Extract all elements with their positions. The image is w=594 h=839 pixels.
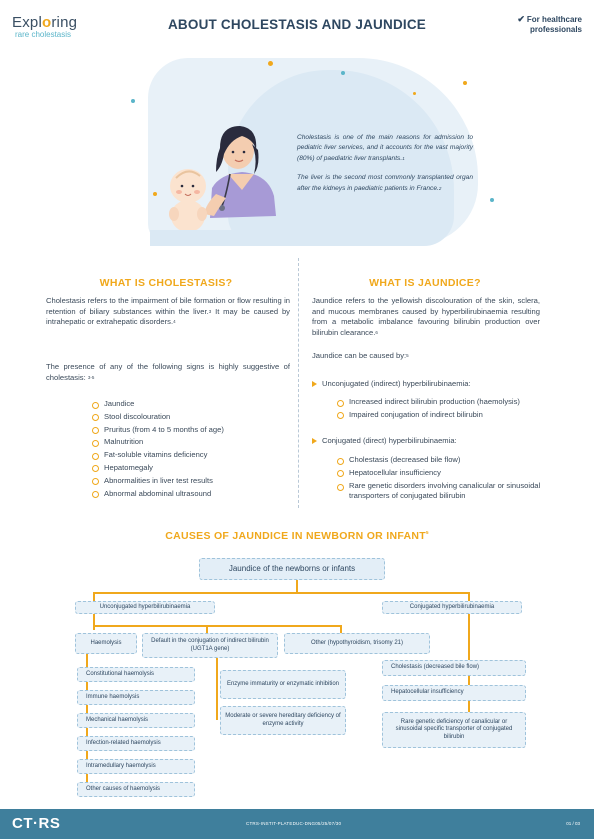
doctor-baby-illustration bbox=[150, 110, 290, 246]
connector-line bbox=[93, 592, 95, 601]
haemolysis-node: Haemolysis bbox=[75, 633, 137, 654]
column-divider bbox=[298, 258, 299, 508]
connector-line bbox=[340, 625, 342, 633]
unconjugated-node: Unconjugated hyperbilirubinaemia bbox=[75, 601, 215, 614]
connector-line bbox=[93, 625, 341, 627]
list-item: Abnormalities in liver test results bbox=[92, 475, 224, 488]
cholestasis-title: WHAT IS CHOLESTASIS? bbox=[99, 277, 233, 289]
haemolysis-item: Constitutional haemolysis bbox=[77, 667, 195, 682]
connector-line bbox=[296, 580, 298, 592]
haemolysis-item: Immune haemolysis bbox=[77, 690, 195, 705]
jaundice-caused-by: Jaundice can be caused by:$^5$ bbox=[312, 351, 409, 360]
unconjugated-heading: Unconjugated (indirect) hyperbilirubinaemia: bbox=[312, 379, 471, 388]
logo-text-pre: Expl bbox=[12, 14, 42, 31]
connector-line bbox=[216, 658, 218, 720]
list-item: Hepatomegaly bbox=[92, 462, 224, 475]
header bbox=[0, 0, 594, 48]
list-item: Pruritus (from 4 to 5 months of age) bbox=[92, 424, 224, 437]
decor-dot bbox=[341, 71, 345, 75]
list-item: Stool discolouration bbox=[92, 411, 224, 424]
footer bbox=[0, 809, 594, 839]
list-item: Malnutrition bbox=[92, 436, 224, 449]
decor-dot bbox=[268, 61, 273, 66]
connector-line bbox=[206, 625, 208, 633]
list-item: Hepatocellular insufficiency bbox=[337, 467, 552, 480]
decor-dot bbox=[490, 198, 494, 202]
conjugated-heading: Conjugated (direct) hyperbilirubinaemia: bbox=[312, 436, 457, 445]
list-item: Fat-soluble vitamins deficiency bbox=[92, 449, 224, 462]
cholestasis-intro: Cholestasis refers to the impairment of bile formation or flow resulting in retention of biliary substances within the liver.$^3$ It may be caused by intrahepatic or extrahepatic disorders.$^4$ bbox=[46, 296, 290, 327]
jaundice-title: WHAT IS JAUNDICE? bbox=[369, 277, 481, 289]
cholestasis-signs-intro: The presence of any of the following signs is highly suggestive of cholestasis: $^{3-5}$ bbox=[46, 362, 290, 382]
other-causes-node: Other (hypothyroidism, trisomy 21) bbox=[284, 633, 430, 654]
haemolysis-item: Infection-related haemolysis bbox=[77, 736, 195, 751]
list-item: Cholestasis (decreased bile flow) bbox=[337, 454, 552, 467]
cholestasis-node: Cholestasis (decreased bile flow) bbox=[382, 660, 526, 676]
decor-dot bbox=[463, 81, 467, 85]
haemolysis-item: Other causes of haemolysis bbox=[77, 782, 195, 797]
genetic-deficiency-node: Rare genetic deficiency of canalicular or sinusoidal specific transporter of conjugated bilirubin bbox=[382, 712, 526, 748]
check-icon: ✔ bbox=[517, 14, 525, 24]
hero-paragraph-2: The liver is the second most commonly transplanted organ after the kidneys in paediatric patients in France.$^2$ bbox=[297, 174, 473, 192]
conjugated-list bbox=[337, 454, 552, 502]
hero-text bbox=[297, 133, 473, 194]
connector-line bbox=[468, 592, 470, 601]
list-item: Rare genetic disorders involving canalicular or sinusoidal transporters of conjugated bilirubin bbox=[337, 481, 552, 502]
hc-line-1: For healthcare bbox=[526, 15, 582, 24]
ctrs-logo[interactable]: CT·RS bbox=[12, 815, 61, 832]
unconjugated-list bbox=[337, 396, 520, 422]
decor-dot bbox=[131, 99, 135, 103]
root-node: Jaundice of the newborns or infants bbox=[199, 558, 385, 580]
list-item: Impaired conjugation of indirect bilirubin bbox=[337, 409, 520, 422]
hc-line-2: professionals bbox=[529, 25, 582, 34]
page-number: 01 / 03 bbox=[566, 821, 580, 826]
connector-line bbox=[93, 592, 469, 594]
logo-subtitle: rare cholestasis bbox=[15, 30, 72, 39]
document-reference: CTRS-INSTIT-PLATEDUC-DNG05/25/07/30 bbox=[246, 821, 342, 826]
list-item: Jaundice bbox=[92, 398, 224, 411]
causes-title: CAUSES OF JAUNDICE IN NEWBORN OR INFANT$^5$ bbox=[165, 530, 429, 542]
hepatocellular-node: Hepatocellular insufficiency bbox=[382, 685, 526, 701]
page-title: ABOUT CHOLESTASIS AND JAUNDICE bbox=[167, 17, 426, 32]
cholestasis-signs-list bbox=[92, 398, 224, 500]
decor-dot bbox=[413, 92, 416, 95]
hereditary-deficiency-node: Moderate or severe hereditary deficiency of enzyme activity bbox=[220, 706, 346, 735]
healthcare-badge bbox=[517, 14, 582, 35]
list-item: Increased indirect bilirubin production (haemolysis) bbox=[337, 396, 520, 409]
enzyme-immaturity-node: Enzyme immaturity or enzymatic inhibition bbox=[220, 670, 346, 699]
haemolysis-item: Intramedullary haemolysis bbox=[77, 759, 195, 774]
conjugated-node: Conjugated hyperbilirubinaemia bbox=[382, 601, 522, 614]
jaundice-intro: Jaundice refers to the yellowish discolouration of the skin, sclera, and mucous membranes caused by hyperbilirubinaemia resulting from a metabolic imbalance favouring bilirubin production over bilirubin clearance.$^6$ bbox=[312, 296, 540, 337]
connector-line bbox=[93, 614, 95, 630]
logo-text-o: o bbox=[41, 14, 52, 31]
haemolysis-item: Mechanical haemolysis bbox=[77, 713, 195, 728]
hero-paragraph-1: Cholestasis is one of the main reasons for admission to pediatric liver services, and it accounts for the vast majority (80%) of paediatric liver transplants.$^1$ bbox=[297, 134, 473, 162]
list-item: Abnormal abdominal ultrasound bbox=[92, 488, 224, 501]
logo-text-post: ring bbox=[51, 14, 78, 31]
conjugation-default-node: Default in the conjugation of indirect bilirubin (UGT1A gene) bbox=[142, 633, 278, 658]
